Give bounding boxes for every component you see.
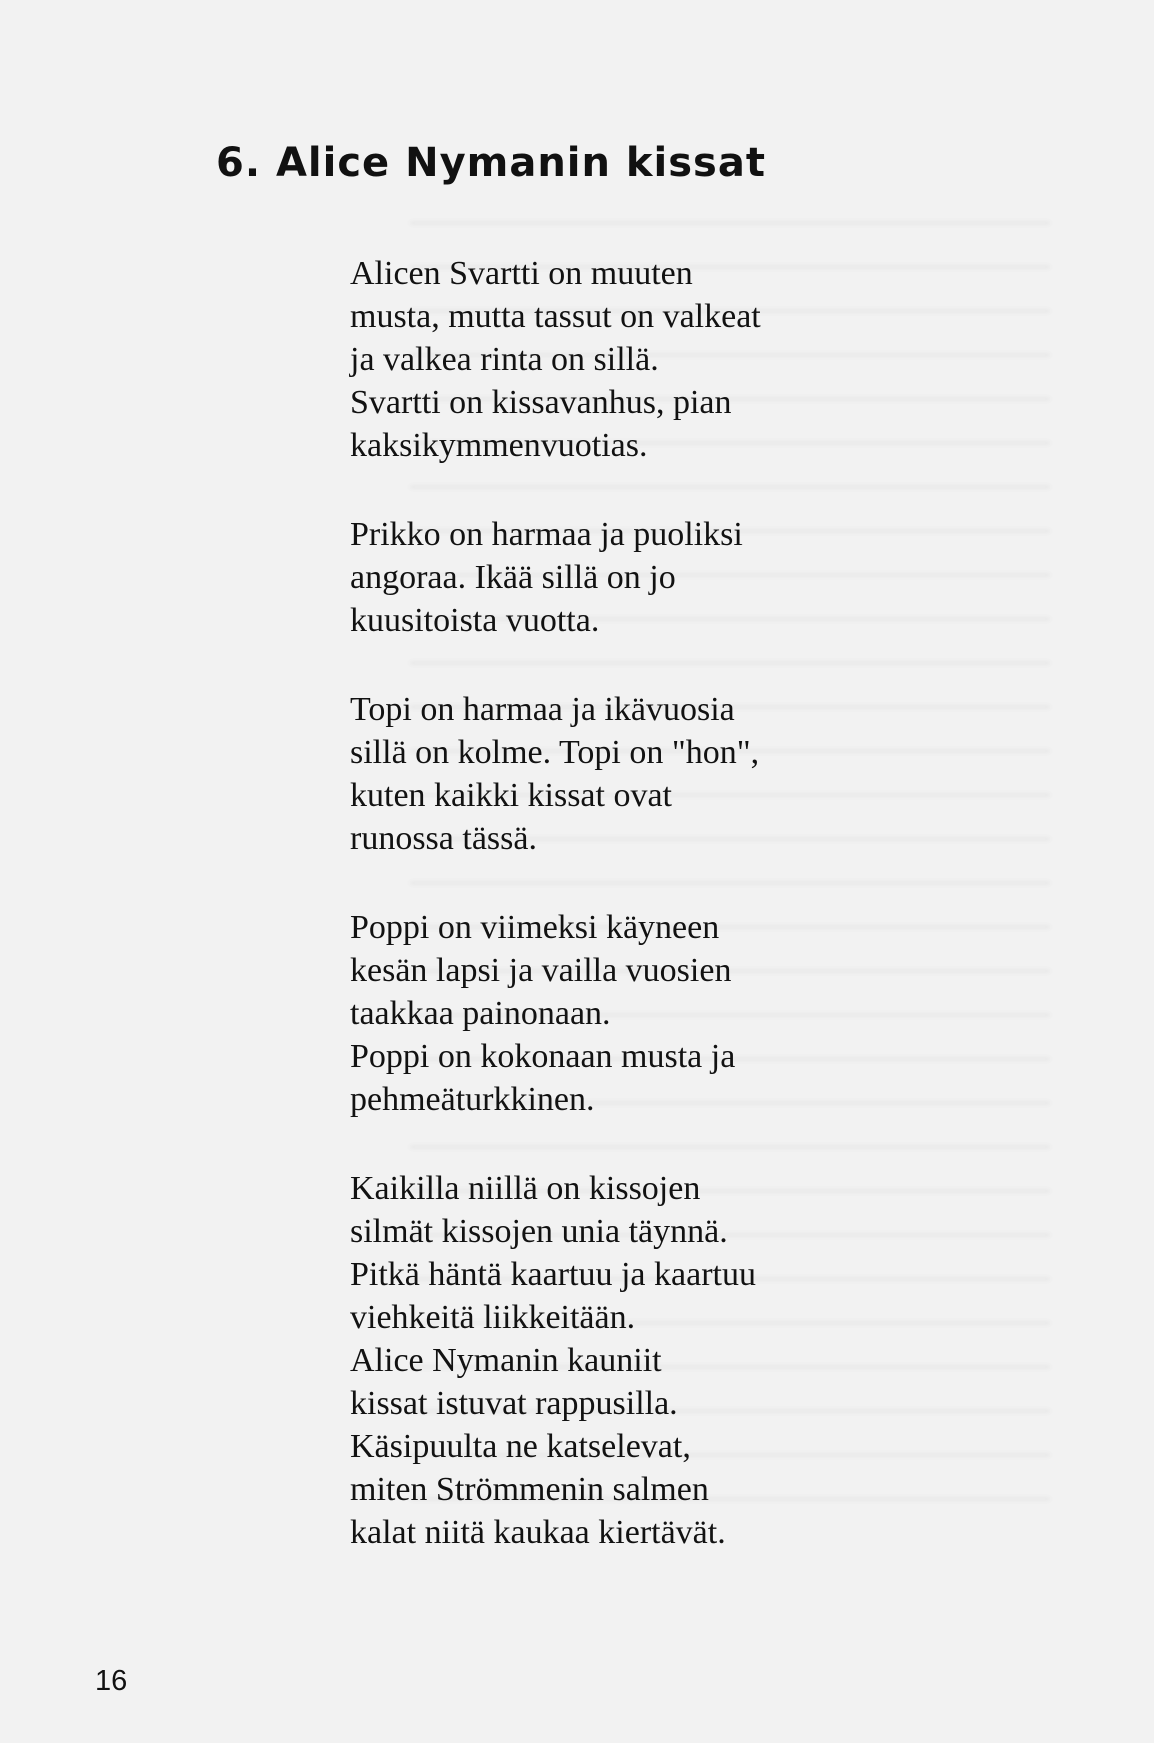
poem-line: sillä on kolme. Topi on "hon", — [350, 734, 760, 771]
poem-line: Kaikilla niillä on kissojen — [350, 1170, 701, 1207]
poem-line: miten Strömmenin salmen — [350, 1471, 709, 1508]
poem-line: Poppi on kokonaan musta ja — [350, 1038, 736, 1075]
poem-line: Pitkä häntä kaartuu ja kaartuu — [350, 1256, 756, 1293]
poem-title: 6. Alice Nymanin kissat — [216, 140, 766, 186]
poem-line: viehkeitä liikkeitään. — [350, 1299, 636, 1336]
poem-line: kaksikymmenvuotias. — [350, 427, 648, 464]
poem-line: musta, mutta tassut on valkeat — [350, 298, 761, 335]
poem-line: Prikko on harmaa ja puoliksi — [350, 516, 743, 553]
poem-line: Alicen Svartti on muuten — [350, 255, 693, 292]
poem-line: Svartti on kissavanhus, pian — [350, 384, 732, 421]
poem-line: kalat niitä kaukaa kiertävät. — [350, 1514, 726, 1551]
stanza-4 — [350, 906, 990, 1121]
stanza-1 — [350, 252, 990, 467]
stanza-2 — [350, 513, 990, 642]
stanza-3 — [350, 688, 990, 860]
poem-line: kuten kaikki kissat ovat — [350, 777, 673, 814]
poem-line: kissat istuvat rappusilla. — [350, 1385, 678, 1422]
poem-line: Poppi on viimeksi käyneen — [350, 909, 720, 946]
stanza-5 — [350, 1167, 990, 1554]
poem-line: taakkaa painonaan. — [350, 995, 611, 1032]
poem-line: pehmeäturkkinen. — [350, 1081, 595, 1118]
page-number: 16 — [95, 1665, 128, 1697]
poem-line: Topi on harmaa ja ikävuosia — [350, 691, 735, 728]
poem-line: runossa tässä. — [350, 820, 537, 857]
poem-line: angoraa. Ikää sillä on jo — [350, 559, 676, 596]
poem-line: Alice Nymanin kauniit — [350, 1342, 662, 1379]
poem-line: kesän lapsi ja vailla vuosien — [350, 952, 732, 989]
poem-body — [350, 252, 990, 1600]
poem-line: silmät kissojen unia täynnä. — [350, 1213, 728, 1250]
poem-line: Käsipuulta ne katselevat, — [350, 1428, 691, 1465]
poem-line: kuusitoista vuotta. — [350, 602, 600, 639]
poem-line: ja valkea rinta on sillä. — [350, 341, 659, 378]
